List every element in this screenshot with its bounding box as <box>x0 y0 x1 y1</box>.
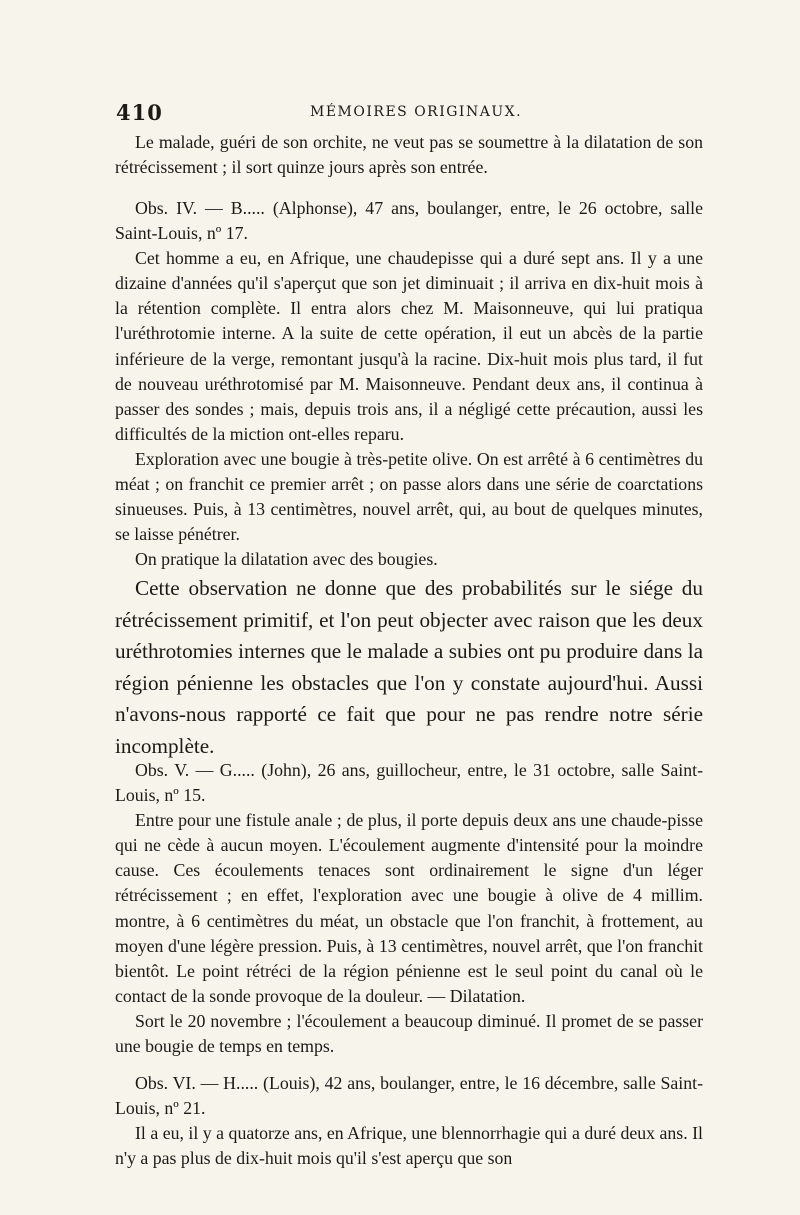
page-header <box>116 100 696 126</box>
observation-heading: Obs. IV. — B..... (Alphonse), 47 ans, boulanger, entre, le 26 octobre, salle Saint-Louis, nº 17. <box>115 198 703 244</box>
commentary <box>115 573 703 762</box>
paragraph: Cette observation ne donne que des probabilités sur le siége du rétrécissement primitif, et l'on peut objecter avec raison que les deux uréthrotomies internes que le malade a subies ont pu produire dans la région pénienne les obstacles que l'on y constate aujourd'hui. Aussi n'avons-nous rapporté ce fait que pour ne pas rendre notre série incomplète. <box>115 576 703 758</box>
paragraph: Il a eu, il y a quatorze ans, en Afrique, une blennorrhagie qui a duré deux ans. Il n'y a pas plus de dix-huit mois qu'il s'est aperçu que son <box>115 1123 703 1169</box>
paragraph: Sort le 20 novembre ; l'écoulement a beaucoup diminué. Il promet de se passer une bougie de temps en temps. <box>115 1010 703 1057</box>
running-head: MÉMOIRES ORIGINAUX. <box>310 104 523 120</box>
page-number: 410 <box>116 100 163 125</box>
observation-heading: Obs. VI. — H..... (Louis), 42 ans, boulanger, entre, le 16 décembre, salle Saint-Louis, nº 21. <box>115 1073 703 1119</box>
paragraph: Cet homme a eu, en Afrique, une chaudepisse qui a duré sept ans. Il y a une dizaine d'années qu'il s'aperçut que son jet diminuait ; il arriva en dix-huit mois à la rétention complète. Il entra alors chez M. Maisonneuve, qui lui pratiqua l'uréthrotomie interne. A la suite de cette opération, il eut un abcès de la partie inférieure de la verge, remontant jusqu'à la racine. Dix-huit mois plus tard, il fut de nouveau uréthrotomisé par M. Maisonneuve. Pendant deux ans, il continua à passer des sondes ; mais, depuis trois ans, il a négligé cette précaution, aussi les difficultés de la miction ont-elles reparu. <box>115 248 703 444</box>
paragraph: On pratique la dilatation avec des bougies. <box>135 549 438 570</box>
paragraph: Exploration avec une bougie à très-petite olive. On est arrêté à 6 centimètres du méat ; on franchit ce premier arrêt ; on passe alors dans une série de coarctations sinueuses. Puis, à 13 centimètres, nouvel arrêt, qui, au bout de quelques minutes, se laisse pénétrer. <box>115 448 703 545</box>
paragraph: Le malade, guéri de son orchite, ne veut pas se soumettre à la dilatation de son rétrécissement ; il sort quinze jours après son entrée. <box>115 132 703 178</box>
observation-heading: Obs. V. — G..... (John), 26 ans, guillocheur, entre, le 31 octobre, salle Saint-Louis, nº 15. <box>115 760 703 806</box>
observation-iv <box>115 196 703 572</box>
observation-v <box>115 758 703 1059</box>
paragraph: Entre pour une fistule anale ; de plus, il porte depuis deux ans une chaude-pisse qui ne cède à aucun moyen. L'écoulement augmente d'intensité pour la moindre cause. Ces écoulements tenaces sont ordinairement le signe d'un léger rétrécissement ; en effet, l'exploration avec une bougie à olive de 4 millim. montre, à 6 centimètres du méat, un obstacle que l'on franchit, à frottement, au moyen d'une légère pression. Puis, à 13 centimètres, nouvel arrêt, que l'on franchit bientôt. Le point rétréci de la région pénienne est le seul point du canal où le contact de la sonde provoque de la douleur. — Dilatation. <box>115 810 703 1006</box>
observation-vi <box>115 1071 703 1171</box>
closing-paragraph-obs-iii <box>115 130 703 180</box>
